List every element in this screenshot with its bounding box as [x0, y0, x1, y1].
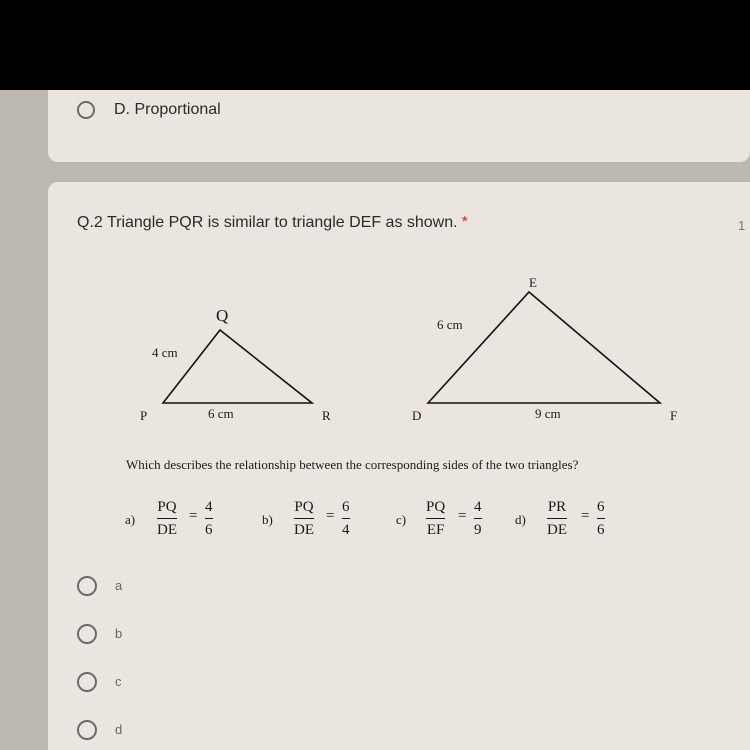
choice-letter: c): [396, 512, 407, 527]
numerator: 6: [342, 499, 350, 515]
denominator: DE: [547, 522, 567, 538]
side-de-label: 6 cm: [437, 317, 463, 332]
equals-sign: =: [458, 508, 467, 524]
option-b-radio[interactable]: [77, 624, 97, 644]
choice-letter: d): [515, 512, 526, 527]
fraction-right: [474, 498, 482, 539]
numerator: 4: [205, 499, 213, 515]
required-asterisk: *: [461, 214, 468, 231]
option-d-answer-radio[interactable]: [77, 720, 97, 740]
vertex-q: Q: [216, 306, 229, 325]
choice-letter: b): [262, 512, 273, 527]
fraction-right: [342, 498, 350, 539]
choice-c: [396, 498, 506, 542]
option-b-label: b: [115, 626, 123, 641]
figure-prompt: Which describes the relationship between the corresponding sides of the two triangles?: [126, 457, 579, 472]
option-c-label: c: [115, 674, 122, 689]
fraction-left: [426, 498, 445, 539]
vertex-f: F: [670, 408, 678, 423]
option-d-answer-label: d: [115, 722, 123, 737]
option-a-radio[interactable]: [77, 576, 97, 596]
triangle-pqr: [163, 330, 312, 403]
triangle-def: [428, 292, 660, 403]
question-text: Q.2 Triangle PQR is similar to triangle DEF as shown.: [77, 214, 458, 231]
denominator: 4: [342, 522, 350, 538]
option-c-radio[interactable]: [77, 672, 97, 692]
vertex-r: R: [322, 408, 331, 423]
side-pr-label: 6 cm: [208, 406, 234, 421]
question-counter: 1: [738, 218, 746, 233]
denominator: 6: [597, 522, 605, 538]
side-pq-label: 4 cm: [152, 345, 178, 360]
denominator: 9: [474, 522, 482, 538]
fraction-left: [294, 498, 314, 539]
option-d-label: D. Proportional: [114, 101, 221, 118]
numerator: 6: [597, 499, 605, 515]
fraction-right: [205, 498, 213, 539]
denominator: 6: [205, 522, 213, 538]
denominator: DE: [157, 522, 177, 538]
numerator: 4: [474, 499, 482, 515]
numerator: PQ: [426, 499, 446, 515]
fraction-right: [597, 498, 605, 539]
option-a-label: a: [115, 578, 123, 593]
vertex-d: D: [412, 408, 422, 423]
equals-sign: =: [581, 508, 590, 524]
vertex-e: E: [529, 275, 537, 290]
choice-d: [515, 498, 625, 542]
choice-letter: a): [125, 512, 136, 527]
choice-a: [125, 498, 235, 542]
denominator: DE: [294, 522, 314, 538]
fraction-left: [547, 498, 567, 539]
fraction-left: [157, 498, 177, 539]
side-df-label: 9 cm: [535, 406, 561, 421]
choice-b: [262, 498, 372, 542]
denominator: EF: [426, 522, 445, 538]
numerator: PQ: [157, 499, 177, 515]
equals-sign: =: [189, 508, 198, 524]
numerator: PR: [547, 499, 567, 515]
numerator: PQ: [294, 499, 314, 515]
equals-sign: =: [326, 508, 335, 524]
vertex-p: P: [140, 408, 148, 423]
